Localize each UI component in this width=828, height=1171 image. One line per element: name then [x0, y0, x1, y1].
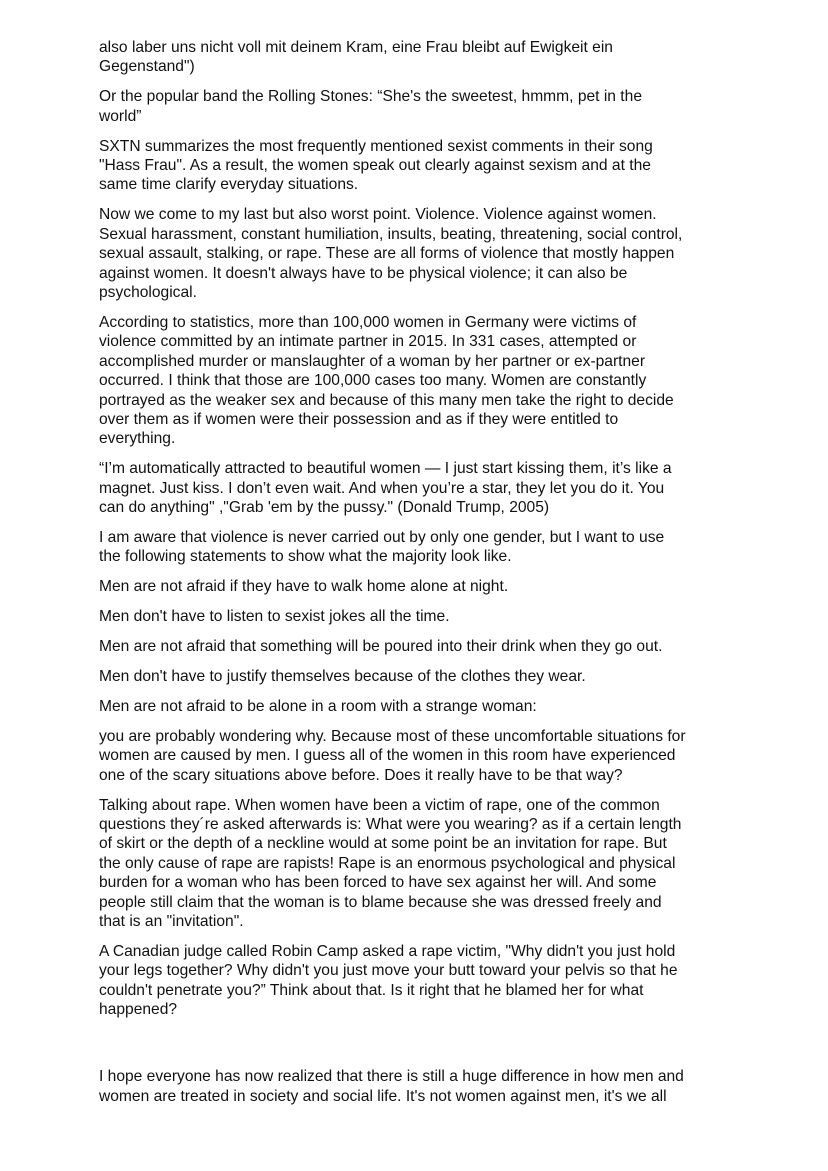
text-line: psychological.	[99, 283, 197, 301]
text-line: your legs together? Why didn't you just move your butt toward your pelvis so that he	[99, 962, 678, 980]
paragraph	[99, 942, 759, 1020]
text-line: Men are not afraid that something will be poured into their drink when they go out.	[99, 638, 663, 656]
text-line: Gegenstand")	[99, 58, 195, 76]
text-line: can do anything" ,"Grab 'em by the pussy." (Donald Trump, 2005)	[99, 499, 550, 517]
text-line: women are treated in society and social life. It's not women against men, it's we all	[99, 1087, 667, 1105]
text-line: Men don't have to justify themselves because of the clothes they wear.	[99, 667, 586, 685]
paragraph	[99, 1067, 759, 1106]
text-line: the following statements to show what the majority look like.	[99, 548, 512, 566]
text-line: everything.	[99, 430, 176, 448]
text-line: According to statistics, more than 100,000 women in Germany were victims of	[99, 313, 637, 331]
text-line: also laber uns nicht voll mit deinem Kram, eine Frau bleibt auf Ewigkeit ein	[99, 39, 613, 56]
text-line: the only cause of rape are rapists! Rape is an enormous psychological and physical	[99, 854, 676, 872]
text-line: violence committed by an intimate partner in 2015. In 331 cases, attempted or	[99, 333, 637, 351]
text-line: happened?	[99, 1001, 178, 1019]
text-line: of skirt or the depth of a neckline would at some point be an invitation for rape. But	[99, 835, 667, 853]
text-line: SXTN summarizes the most frequently mentioned sexist comments in their song	[99, 137, 653, 155]
paragraph	[99, 667, 759, 686]
text-line: against women. It doesn't always have to be physical violence; it can also be	[99, 264, 628, 282]
text-line: burden for a woman who has been forced to have sex against her will. And some	[99, 874, 657, 892]
text-line: Men are not afraid to be alone in a room with a strange woman:	[99, 697, 537, 715]
text-line: people still claim that the woman is to blame because she was dressed freely and	[99, 893, 662, 911]
text-line: world”	[99, 107, 142, 125]
paragraph	[99, 137, 759, 195]
text-line: "Hass Frau". As a result, the women speak out clearly against sexism and at the	[99, 157, 651, 175]
text-line: Talking about rape. When women have been a victim of rape, one of the common	[99, 796, 660, 814]
paragraph	[99, 607, 759, 626]
paragraph	[99, 697, 759, 716]
text-line: Men are not afraid if they have to walk home alone at night.	[99, 578, 509, 596]
text-line: women are caused by men. I guess all of the women in this room have experienced	[99, 747, 676, 765]
text-line: that is an "invitation".	[99, 912, 244, 930]
paragraph	[99, 38, 759, 77]
text-line: magnet. Just kiss. I don’t even wait. And when you’re a star, they let you do it. You	[99, 479, 665, 497]
paragraph	[99, 205, 759, 302]
text-line: Now we come to my last but also worst point. Violence. Violence against women.	[99, 206, 657, 224]
paragraph	[99, 796, 759, 932]
text-line: A Canadian judge called Robin Camp asked a rape victim, "Why didn't you just hold	[99, 942, 676, 960]
paragraph	[99, 313, 759, 449]
text-line: Or the popular band the Rolling Stones: “She's the sweetest, hmmm, pet in the	[99, 88, 642, 106]
text-line: sexual assault, stalking, or rape. These are all forms of violence that mostly happen	[99, 245, 675, 263]
text-line: “I’m automatically attracted to beautiful women — I just start kissing them, it’s like a	[99, 460, 672, 478]
document-body	[99, 38, 759, 1117]
text-line: accomplished murder or manslaughter of a woman by her partner or ex-partner	[99, 352, 646, 370]
text-line: I am aware that violence is never carried out by only one gender, but I want to use	[99, 528, 665, 546]
text-line: same time clarify everyday situations.	[99, 176, 359, 194]
text-line: Men don't have to listen to sexist jokes all the time.	[99, 608, 450, 626]
text-line: I hope everyone has now realized that there is still a huge difference in how men and	[99, 1068, 684, 1086]
text-line: one of the scary situations above before. Does it really have to be that way?	[99, 766, 623, 784]
text-line: over them as if women were their possession and as if they were entitled to	[99, 410, 619, 428]
text-line: couldn't penetrate you?” Think about that. Is it right that he blamed her for what	[99, 981, 644, 999]
text-line: occurred. I think that those are 100,000 cases too many. Women are constantly	[99, 372, 647, 390]
text-line: portrayed as the weaker sex and because of this many men take the right to decide	[99, 391, 674, 409]
text-line: Sexual harassment, constant humiliation, insults, beating, threatening, social control,	[99, 225, 683, 243]
text-line: questions they´re asked afterwards is: What were you wearing? as if a certain length	[99, 815, 682, 833]
text-line: you are probably wondering why. Because most of these uncomfortable situations for	[99, 727, 686, 745]
paragraph	[99, 577, 759, 596]
paragraph	[99, 637, 759, 656]
paragraph	[99, 459, 759, 517]
paragraph	[99, 528, 759, 567]
paragraph	[99, 87, 759, 126]
paragraph	[99, 727, 759, 785]
